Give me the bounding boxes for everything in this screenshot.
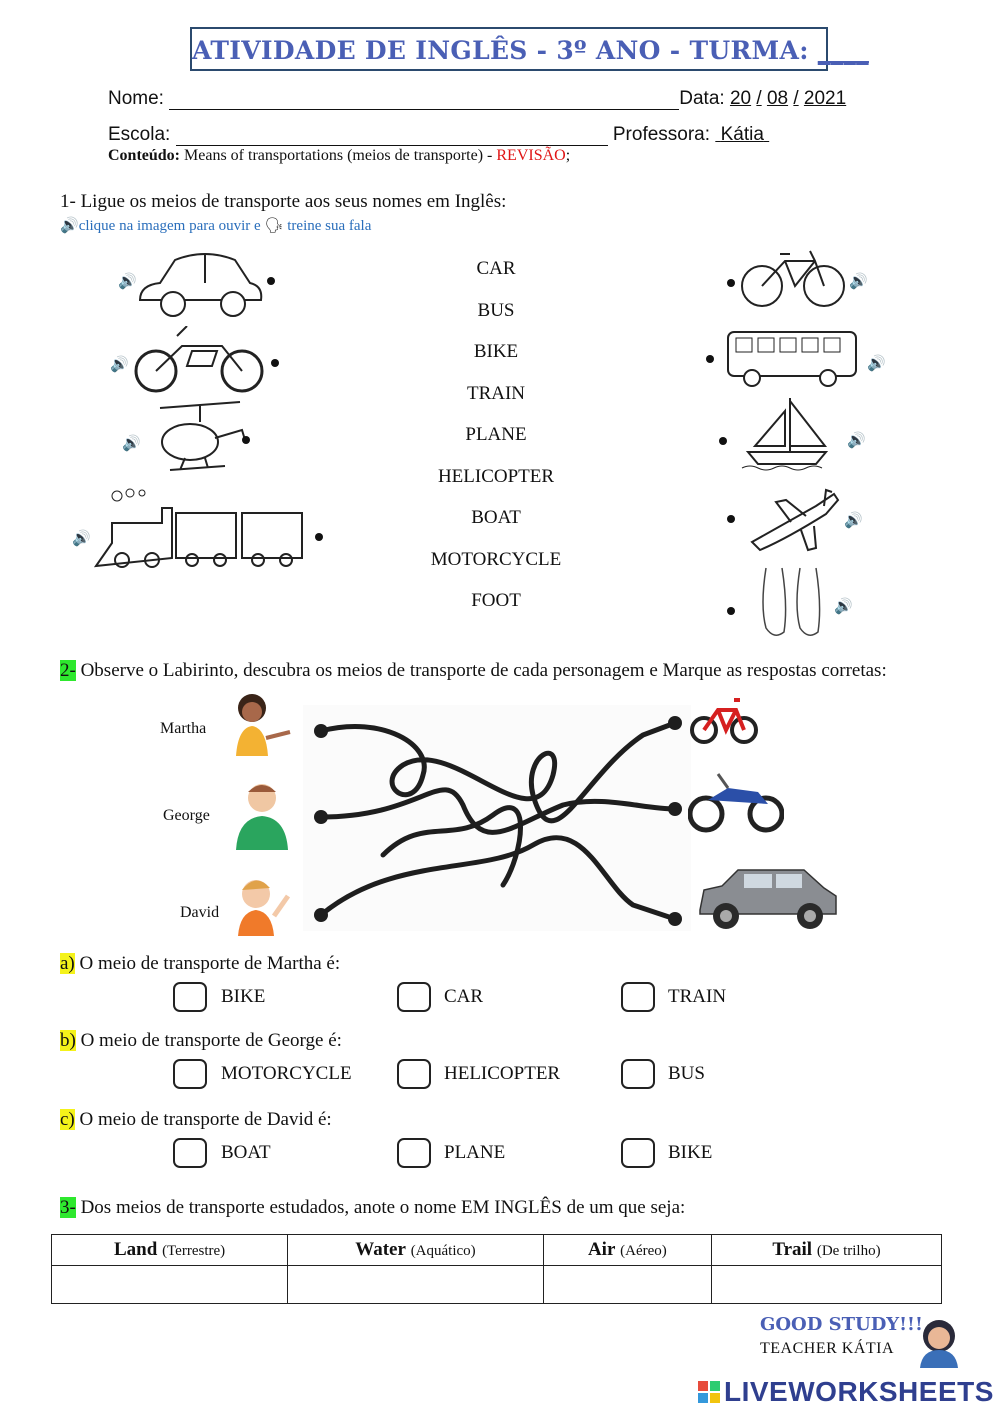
option-label: TRAIN — [668, 986, 727, 1007]
checkbox[interactable] — [173, 982, 207, 1012]
date-day: 20 — [729, 88, 752, 109]
checkbox[interactable] — [173, 1138, 207, 1168]
lws-logo-icon — [698, 1381, 720, 1403]
option-label: BOAT — [221, 1142, 271, 1163]
speaking-icon: 🗣 — [264, 218, 284, 234]
school-row — [108, 124, 769, 146]
checkbox[interactable] — [397, 1059, 431, 1089]
page-title: ATIVIDADE DE INGLÊS - 3º ANO - TURMA: ____ — [192, 36, 869, 65]
q3-heading: 3- Dos meios de transporte estudados, anote o nome EM INGLÊS de um que seja: — [60, 1197, 686, 1218]
name-row: Nome: Data: 20 / 08 / 2021 — [108, 88, 847, 109]
match-dot[interactable] — [242, 436, 250, 444]
word-train: TRAIN — [466, 383, 526, 404]
match-dot[interactable] — [271, 359, 279, 367]
character-martha-label: Martha — [160, 720, 207, 737]
q1-hint: 🔊clique na imagem para ouvir e 🗣 treine sua fala — [60, 218, 372, 234]
george-avatar — [232, 780, 292, 852]
checkbox[interactable] — [621, 982, 655, 1012]
teacher-avatar — [914, 1316, 964, 1368]
good-study-text: GOOD STUDY!!! — [760, 1314, 923, 1335]
checkbox[interactable] — [621, 1059, 655, 1089]
date-month: 08 — [766, 88, 789, 109]
match-dot[interactable] — [706, 355, 714, 363]
q2a-question: a) O meio de transporte de Martha é: — [60, 953, 341, 974]
school-field[interactable] — [176, 145, 608, 146]
word-motorcycle: MOTORCYCLE — [430, 549, 562, 570]
word-helicopter: HELICOPTER — [437, 466, 555, 487]
match-dot[interactable] — [719, 437, 727, 445]
word-plane: PLANE — [465, 424, 527, 445]
teacher-name: Kátia — [720, 124, 764, 145]
brand-name: LIVEWORKSHEETS — [724, 1376, 994, 1407]
speaker-icon[interactable]: 🔊 — [122, 436, 141, 452]
option-label: MOTORCYCLE — [221, 1063, 352, 1084]
david-avatar — [232, 874, 296, 936]
speaker-icon[interactable]: 🔊 — [844, 513, 863, 529]
name-field[interactable] — [169, 109, 679, 110]
bike-drawing[interactable] — [740, 246, 846, 310]
checkbox[interactable] — [173, 1059, 207, 1089]
feet-drawing[interactable] — [756, 566, 828, 644]
option-label: BIKE — [668, 1142, 713, 1163]
plane-drawing[interactable] — [746, 484, 842, 556]
word-bus: BUS — [477, 300, 515, 321]
character-george-label: George — [163, 807, 210, 824]
match-dot[interactable] — [267, 277, 275, 285]
content-highlight: REVISÃO — [496, 147, 566, 164]
option-label: PLANE — [444, 1142, 506, 1163]
speaker-icon[interactable]: 🔊 — [847, 433, 866, 449]
q2-heading: 2- Observe o Labirinto, descubra os meios de transporte de cada personagem e Marque as respostas corretas: — [60, 660, 887, 681]
match-dot[interactable] — [727, 515, 735, 523]
date-label: Data: — [679, 88, 725, 109]
q2b-question: b) O meio de transporte de George é: — [60, 1030, 342, 1051]
speaker-icon[interactable]: 🔊 — [867, 356, 886, 372]
train-drawing[interactable] — [92, 488, 310, 570]
word-car: CAR — [476, 258, 516, 279]
q2c-question: c) O meio de transporte de David é: — [60, 1109, 332, 1130]
content-label: Conteúdo: — [108, 147, 181, 164]
col-land: Land (Terrestre) — [52, 1235, 288, 1266]
bus-drawing[interactable] — [724, 324, 860, 388]
car-image — [694, 864, 840, 934]
name-label: Nome: — [108, 88, 164, 109]
speaker-icon[interactable]: 🔊 — [834, 599, 853, 615]
match-dot[interactable] — [727, 607, 735, 615]
word-foot: FOOT — [471, 590, 521, 611]
word-boat: BOAT — [471, 507, 521, 528]
teacher-label: Professora: — [612, 124, 711, 145]
title-box — [190, 27, 869, 71]
table-header-row — [52, 1235, 942, 1266]
table-row — [52, 1266, 942, 1304]
answer-air-input[interactable] — [543, 1266, 711, 1304]
speaker-icon[interactable]: 🔊 — [72, 531, 91, 547]
red-bike-image — [690, 694, 758, 746]
answer-water-input[interactable] — [288, 1266, 544, 1304]
content-text: Means of transportations (meios de transporte) - — [184, 147, 493, 164]
martha-avatar — [230, 690, 294, 758]
match-dot[interactable] — [315, 533, 323, 541]
word-bike: BIKE — [473, 341, 519, 362]
col-air: Air (Aéreo) — [543, 1235, 711, 1266]
match-dot[interactable] — [727, 279, 735, 287]
sailboat-drawing[interactable] — [740, 396, 832, 472]
checkbox[interactable] — [621, 1138, 655, 1168]
maze[interactable] — [303, 705, 691, 931]
car-drawing[interactable] — [135, 250, 265, 322]
option-label: CAR — [444, 986, 484, 1007]
q1-heading: 1- Ligue os meios de transporte aos seus nomes em Inglês: — [60, 191, 507, 212]
teacher-signature: TEACHER KÁTIA — [760, 1340, 895, 1357]
col-trail: Trail (De trilho) — [711, 1235, 941, 1266]
answer-trail-input[interactable] — [711, 1266, 941, 1304]
option-label: BUS — [668, 1063, 705, 1084]
q3-table — [51, 1234, 942, 1304]
checkbox[interactable] — [397, 982, 431, 1012]
date-year: 2021 — [803, 88, 847, 109]
checkbox[interactable] — [397, 1138, 431, 1168]
col-water: Water (Aquático) — [288, 1235, 544, 1266]
motorcycle-drawing[interactable] — [132, 326, 267, 396]
speaker-icon[interactable]: 🔊 — [849, 274, 868, 290]
speaker-icon: 🔊 — [60, 218, 79, 234]
character-david-label: David — [180, 904, 220, 921]
content-row: Conteúdo: Means of transportations (meios de transporte) - REVISÃO; — [108, 147, 571, 164]
speaker-icon[interactable]: 🔊 — [118, 274, 137, 290]
answer-land-input[interactable] — [52, 1266, 288, 1304]
option-label: BIKE — [221, 986, 266, 1007]
liveworksheets-logo — [698, 1376, 994, 1408]
school-label: Escola: — [108, 124, 171, 145]
motorcycle-image — [688, 770, 784, 834]
helicopter-drawing[interactable] — [150, 400, 248, 482]
option-label: HELICOPTER — [444, 1063, 561, 1084]
speaker-icon[interactable]: 🔊 — [110, 357, 129, 373]
